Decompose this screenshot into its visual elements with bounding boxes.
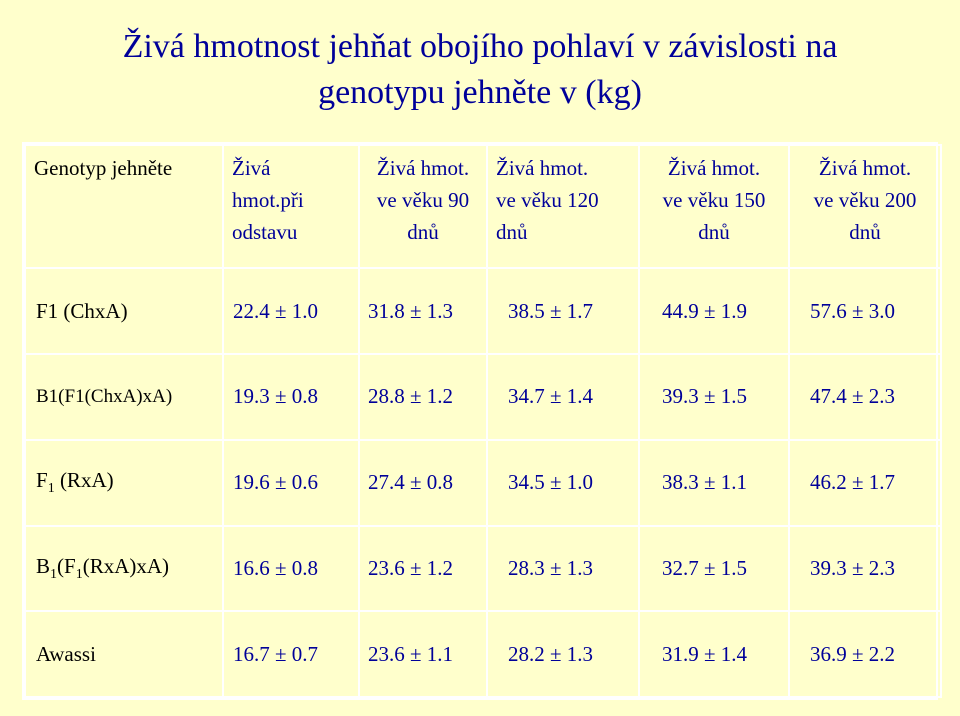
table-cell: 38.3 ± 1.1	[639, 440, 789, 526]
table-cell: 28.2 ± 1.3	[487, 611, 639, 697]
row-label-b-sub: 1	[50, 566, 58, 582]
table-cell: 34.7 ± 1.4	[487, 354, 639, 440]
row-label-f1-rxa	[25, 440, 223, 526]
table-row	[25, 268, 941, 354]
table-cell: 46.2 ± 1.7	[789, 440, 941, 526]
row-label-end: (RxA)xA)	[82, 553, 170, 578]
table-cell: 38.5 ± 1.7	[487, 268, 639, 354]
table-row	[25, 354, 941, 440]
table-cell: 57.6 ± 3.0	[789, 268, 941, 354]
table-cell: 44.9 ± 1.9	[639, 268, 789, 354]
row-label-f1-rxa-rest: (RxA)	[54, 468, 114, 493]
table-cell: 31.9 ± 1.4	[639, 611, 789, 697]
table-cell: 23.6 ± 1.1	[359, 611, 487, 697]
row-label-f1-rxa-main: F	[36, 468, 48, 493]
row-label-mid: (F	[57, 553, 76, 578]
row-label-b: B	[36, 553, 51, 578]
header-c4-line3: dnů	[698, 220, 730, 244]
header-weight-200-days	[789, 145, 941, 268]
title-line-1: Živá hmotnost jehňat obojího pohlaví v závislosti na	[122, 28, 838, 65]
table-cell: 22.4 ± 1.0	[223, 268, 359, 354]
header-c1-line3: odstavu	[232, 220, 298, 244]
row-label-f-sub: 1	[75, 566, 83, 582]
table-cell: 19.6 ± 0.6	[223, 440, 359, 526]
weight-table-container	[22, 142, 938, 700]
table-cell: 36.9 ± 2.2	[789, 611, 941, 697]
header-c4-line2: ve věku 150	[662, 188, 766, 212]
row-label-f1-chxa: F1 (ChxA)	[25, 268, 223, 354]
page-title	[60, 24, 900, 116]
row-label-f1-rxa-sub: 1	[47, 481, 55, 497]
header-c2-line3: dnů	[407, 220, 439, 244]
row-label-b1-f1-rxa-xa	[25, 526, 223, 612]
title-line-2: genotypu jehněte v (kg)	[318, 74, 642, 111]
table-row	[25, 526, 941, 612]
table-cell: 39.3 ± 1.5	[639, 354, 789, 440]
header-c5-line2: ve věku 200	[813, 188, 917, 212]
table-cell: 16.7 ± 0.7	[223, 611, 359, 697]
table-cell: 16.6 ± 0.8	[223, 526, 359, 612]
header-c4-line1: Živá hmot.	[667, 156, 761, 180]
header-genotype	[25, 145, 223, 268]
header-c3-line3: dnů	[496, 220, 528, 244]
table-cell: 47.4 ± 2.3	[789, 354, 941, 440]
header-c1-line1: Živá	[232, 156, 271, 180]
table-row	[25, 611, 941, 697]
header-c5-line1: Živá hmot.	[818, 156, 912, 180]
header-c3-line1: Živá hmot.	[496, 156, 589, 180]
header-weight-150-days	[639, 145, 789, 268]
table-cell: 28.8 ± 1.2	[359, 354, 487, 440]
weight-table	[24, 144, 942, 698]
table-cell: 28.3 ± 1.3	[487, 526, 639, 612]
table-cell: 27.4 ± 0.8	[359, 440, 487, 526]
table-row	[25, 440, 941, 526]
row-label-awassi: Awassi	[25, 611, 223, 697]
header-c3-line2: ve věku 120	[496, 188, 599, 212]
header-c5-line3: dnů	[849, 220, 881, 244]
header-c1-line2: hmot.při	[232, 188, 304, 212]
table-cell: 39.3 ± 2.3	[789, 526, 941, 612]
header-weaning-weight	[223, 145, 359, 268]
row-label-b1-f1-chxa-xa: B1(F1(ChxA)xA)	[25, 354, 223, 440]
table-cell: 19.3 ± 0.8	[223, 354, 359, 440]
header-weight-90-days	[359, 145, 487, 268]
table-header-row	[25, 145, 941, 268]
header-weight-120-days	[487, 145, 639, 268]
header-c2-line1: Živá hmot.	[376, 156, 470, 180]
header-genotype-label: Genotyp jehněte	[34, 156, 173, 180]
table-cell: 23.6 ± 1.2	[359, 526, 487, 612]
table-cell: 31.8 ± 1.3	[359, 268, 487, 354]
table-cell: 34.5 ± 1.0	[487, 440, 639, 526]
table-cell: 32.7 ± 1.5	[639, 526, 789, 612]
header-c2-line2: ve věku 90	[376, 188, 470, 212]
